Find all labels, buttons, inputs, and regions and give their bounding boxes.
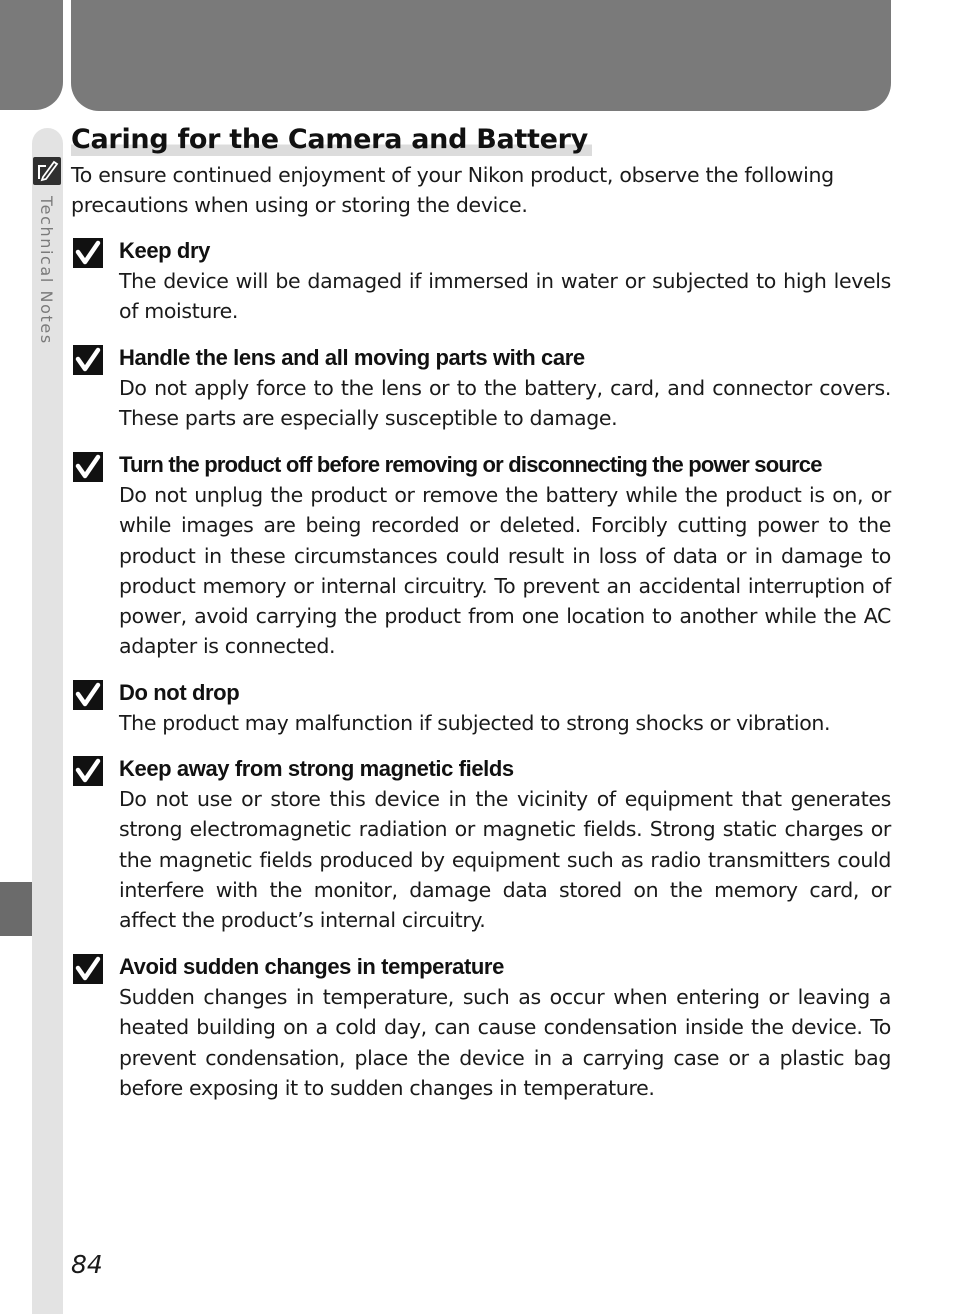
header-band xyxy=(71,0,891,111)
check-icon xyxy=(73,238,103,268)
item-heading: Keep away from strong magnetic fields xyxy=(119,756,514,781)
check-icon xyxy=(73,452,103,482)
item-body: Sudden changes in temperature, such as occur when entering or leaving a heated building on a cold day, can cause condensation inside the device. To prevent condensation, place the device in a carrying case or a plastic bag before exposing it to sudden changes in temperature. xyxy=(119,985,891,1100)
item-heading: Handle the lens and all moving parts with care xyxy=(119,345,585,370)
item-body: Do not apply force to the lens or to the battery, card, and connector covers. These parts are especially susceptible to damage. xyxy=(119,376,891,431)
item-heading: Do not drop xyxy=(119,680,240,705)
item-heading: Avoid sudden changes in temperature xyxy=(119,954,504,979)
corner-tab xyxy=(0,0,63,110)
check-icon xyxy=(73,954,103,984)
item-body: Do not unplug the product or remove the battery while the product is on, or while images are being recorded or deleted. Forcibly cutting power to the product in these circumstances could result in loss of data or in damage to product memory or internal circuitry. To prevent an accidental interruption of power, avoid carrying the product from one location to another while the AC adapter is connected. xyxy=(119,483,891,659)
pencil-note-icon xyxy=(33,157,61,185)
side-tab-label: Technical Notes xyxy=(37,196,56,345)
page-title: Caring for the Camera and Battery xyxy=(71,118,592,162)
item-heading: Keep dry xyxy=(119,238,210,263)
item-heading: Turn the product off before removing or disconnecting the power source xyxy=(119,452,822,477)
check-icon xyxy=(73,756,103,786)
item-body: The product may malfunction if subjected to strong shocks or vibration. xyxy=(119,711,831,735)
chapter-marker xyxy=(0,882,32,936)
intro-text: To ensure continued enjoyment of your Nikon product, observe the following precautions when using or storing the device. xyxy=(71,163,834,217)
item-body: The device will be damaged if immersed in water or subjected to high levels of moisture. xyxy=(119,269,891,324)
page-number: 84 xyxy=(71,1250,103,1279)
item-body: Do not use or store this device in the vicinity of equipment that generates strong electromagnetic radiation or magnetic fields. Strong static charges or the magnetic fields produced by equipment such as radio transmitters could interfere with the monitor, damage data stored on the memory card, or affect the product’s internal circuitry. xyxy=(119,787,891,933)
check-icon xyxy=(73,345,103,375)
check-icon xyxy=(73,680,103,710)
